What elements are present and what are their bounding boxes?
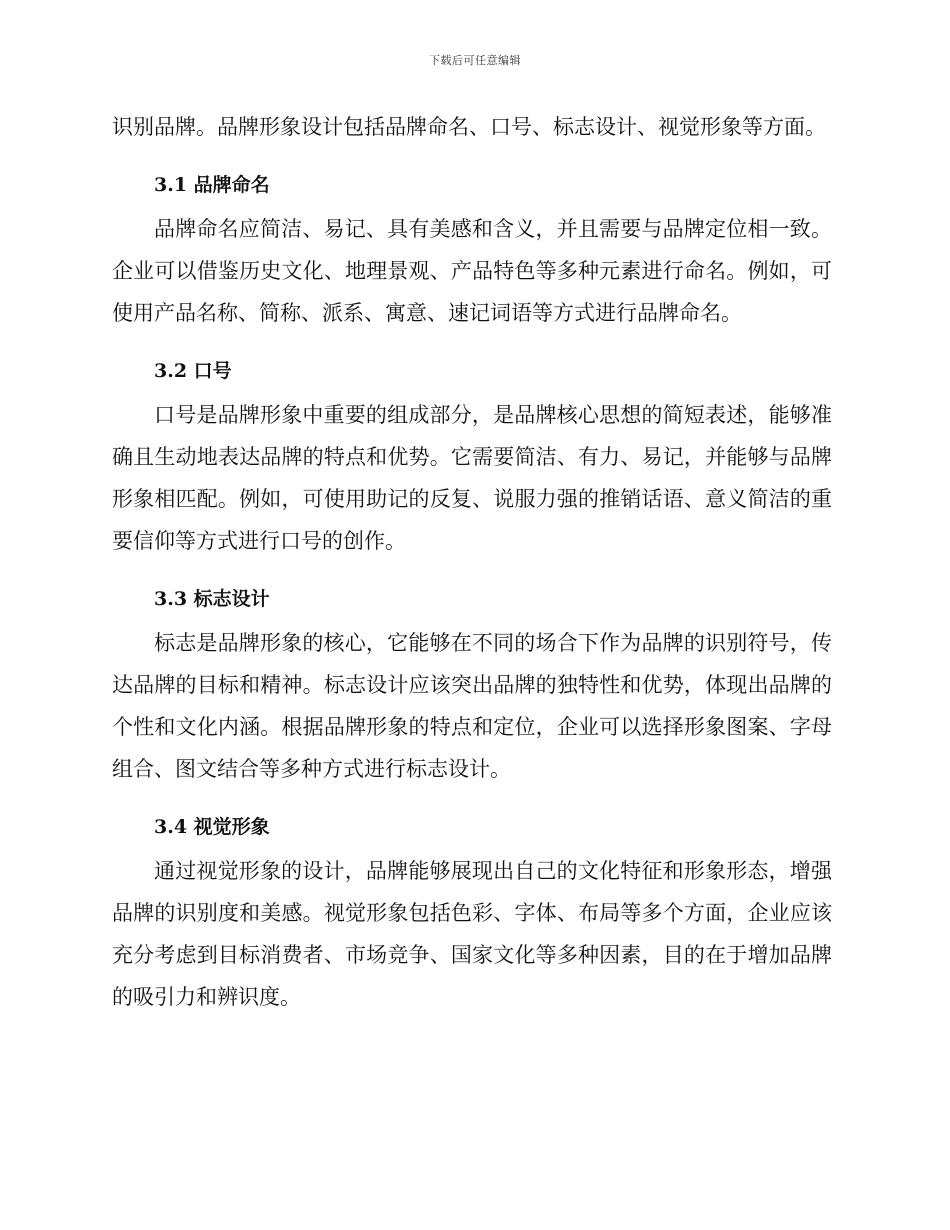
intro-paragraph: 识别品牌。品牌形象设计包括品牌命名、口号、标志设计、视觉形象等方面。 (112, 115, 826, 139)
section-paragraph: 标志是品牌形象的核心，它能够在不同的场合下作为品牌的识别符号，传达品牌的目标和精神。标志设计应该突出品牌的独特性和优势，体现出品牌的个性和文化内涵。根据品牌形象的特点和定位，企业可以选择形象图案、字母组合、图文结合等多种方式进行标志设计。 (112, 631, 832, 781)
document-body (112, 106, 832, 1018)
section-slogan (112, 354, 832, 562)
section-heading: 3.2 口号 (154, 360, 232, 382)
section-paragraph: 品牌命名应简洁、易记、具有美感和含义，并且需要与品牌定位相一致。企业可以借鉴历史文化、地理景观、产品特色等多种元素进行命名。例如，可使用产品名称、简称、派系、寓意、速记词语等方式进行品牌命名。 (112, 217, 832, 325)
section-heading: 3.3 标志设计 (154, 588, 270, 610)
section-heading: 3.1 品牌命名 (154, 174, 270, 196)
section-heading: 3.4 视觉形象 (154, 816, 270, 838)
section-brand-naming (112, 168, 832, 334)
section-visual-identity (112, 810, 832, 1018)
section-paragraph: 通过视觉形象的设计，品牌能够展现出自己的文化特征和形象形态，增强品牌的识别度和美感。视觉形象包括色彩、字体、布局等多个方面，企业应该充分考虑到目标消费者、市场竞争、国家文化等多种因素，目的在于增加品牌的吸引力和辨识度。 (112, 859, 832, 1009)
section-logo-design (112, 582, 832, 790)
section-paragraph: 口号是品牌形象中重要的组成部分，是品牌核心思想的简短表述，能够准确且生动地表达品牌的特点和优势。它需要简洁、有力、易记，并能够与品牌形象相匹配。例如，可使用助记的反复、说服力强的推销话语、意义简洁的重要信仰等方式进行口号的创作。 (112, 403, 832, 553)
page-header: 下载后可任意编辑 (429, 54, 521, 67)
